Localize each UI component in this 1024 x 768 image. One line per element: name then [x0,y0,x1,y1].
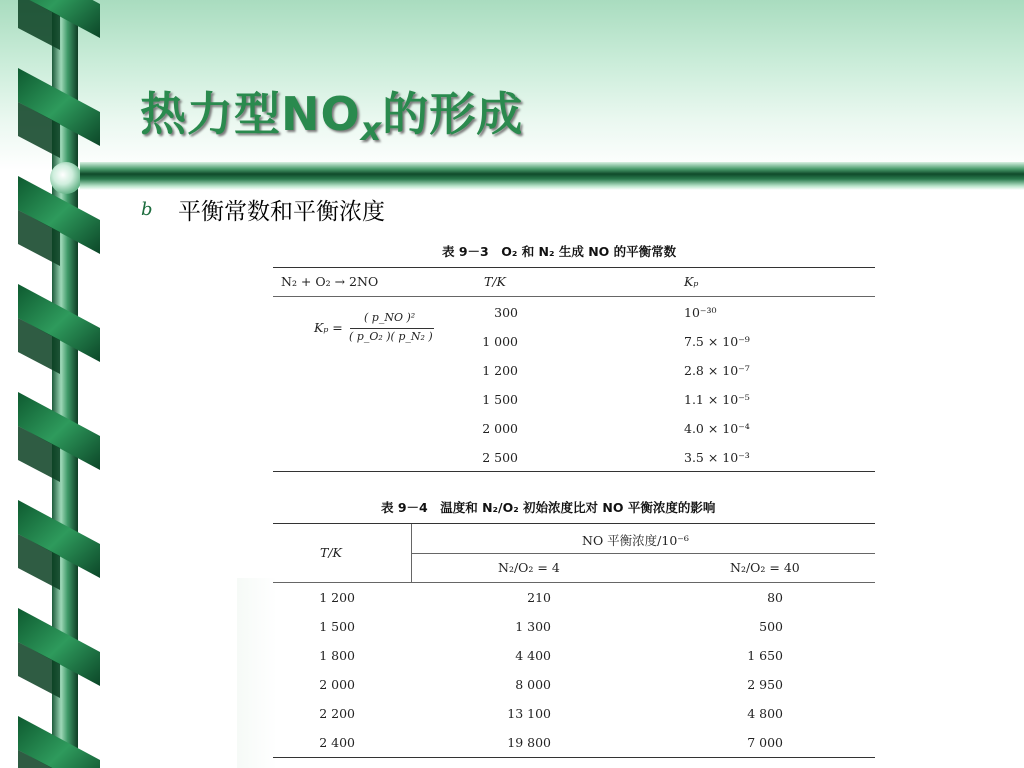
table2-ratio4-cell: 210 [527,590,551,605]
table2-col-temp: T/K [320,545,342,560]
title-tail: 的形成 [382,87,524,141]
title-divider [80,162,1024,190]
table2-ratio4-cell: 8 000 [515,677,551,692]
table1-col-reaction: N₂ + O₂ → 2NO [281,274,379,289]
formula-bar [350,328,434,329]
table1-kp-cell: 2.8 × 10⁻⁷ [684,363,750,378]
table2-bottom-rule [273,757,875,758]
table2-temp-cell: 1 200 [319,590,355,605]
table2-ratio4-cell: 13 100 [507,706,551,721]
bullet-icon: b [141,199,153,220]
table1-temp-cell: 2 000 [482,421,518,436]
table2-temp-cell: 1 500 [319,619,355,634]
table2-ratio40-cell: 2 950 [747,677,783,692]
table2-ratio4-cell: 4 400 [515,648,551,663]
table2-col-a: N₂/O₂ = 4 [498,560,560,575]
table2-caption: 表 9－4 温度和 N₂/O₂ 初始浓度比对 NO 平衡浓度的影响 [381,500,716,515]
table2-temp-cell: 2 400 [319,735,355,750]
table1-kp-cell: 10⁻³⁰ [684,305,717,320]
table2-temp-cell: 2 000 [319,677,355,692]
table2-ratio4-cell: 1 300 [515,619,551,634]
table1-kp-cell: 1.1 × 10⁻⁵ [684,392,750,407]
table1-kp-cell: 3.5 × 10⁻³ [684,450,750,465]
table2-group-rule [411,553,875,554]
table2-ratio40-cell: 1 650 [747,648,783,663]
title-main: 热力型NO [140,87,361,141]
table1-temp-cell: 2 500 [482,450,518,465]
formula-lhs: Kₚ = [314,320,343,335]
table2-temp-cell: 2 200 [319,706,355,721]
table1-temp-cell: 1 200 [482,363,518,378]
table1-top-rule [273,267,875,268]
table1-col-temp: T/K [484,274,506,289]
table2-col-b: N₂/O₂ = 40 [730,560,800,575]
table2-header-rule [273,582,875,583]
table1-temp-cell: 1 000 [482,334,518,349]
formula-denominator: ( p_O₂ )( p_N₂ ) [349,330,433,343]
table1-kp-cell: 4.0 × 10⁻⁴ [684,421,750,436]
table2-top-rule [273,523,875,524]
table2-ratio40-cell: 7 000 [747,735,783,750]
table1-header-rule [273,296,875,297]
formula-numerator: ( p_NO )² [364,311,416,324]
table1-bottom-rule [273,471,875,472]
title-subscript: x [360,110,383,148]
spiral-decoration [0,0,115,768]
table1-temp-cell: 300 [494,305,518,320]
table2-col-group: NO 平衡浓度/10⁻⁶ [582,533,689,548]
table2-ratio4-cell: 19 800 [507,735,551,750]
table1-temp-cell: 1 500 [482,392,518,407]
table2-ratio40-cell: 4 800 [747,706,783,721]
table2-ratio40-cell: 80 [767,590,783,605]
table1-col-kp: Kₚ [684,274,699,289]
bullet-text: 平衡常数和平衡浓度 [178,199,385,225]
table2-temp-cell: 1 800 [319,648,355,663]
slide-title [140,78,524,148]
table1-caption: 表 9－3 O₂ 和 N₂ 生成 NO 的平衡常数 [442,244,677,259]
table2-ratio40-cell: 500 [759,619,783,634]
table1-kp-cell: 7.5 × 10⁻⁹ [684,334,750,349]
